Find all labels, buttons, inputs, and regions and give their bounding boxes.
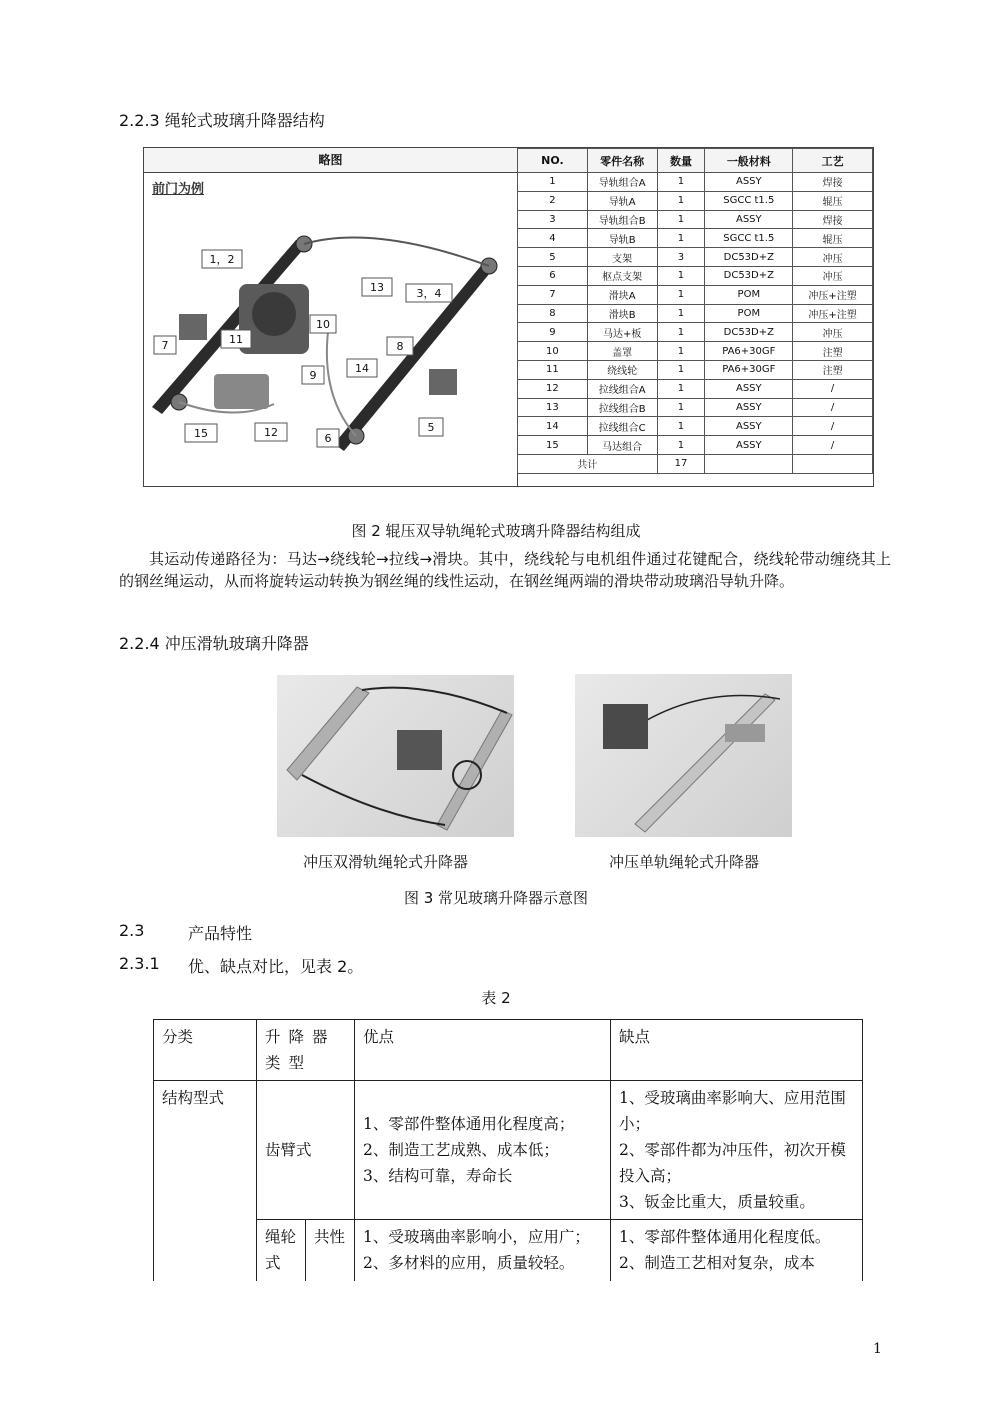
rope-subtype: 共性 (306, 1220, 355, 1296)
part-qty: 1 (657, 285, 705, 304)
section-title-2-3-1: 优、缺点对比，见表 2。 (188, 957, 364, 976)
table-row (518, 191, 873, 210)
part-process: 冲压+注塑 (793, 304, 873, 323)
part-qty: 1 (657, 360, 705, 379)
header-material: 一般材料 (705, 149, 793, 173)
part-qty: 1 (657, 229, 705, 248)
callout-10: 10 (316, 318, 330, 331)
figure-3-caption: 图 3 常见玻璃升降器示意图 (403, 889, 589, 907)
table-row (518, 266, 873, 285)
total-empty-2 (793, 454, 873, 473)
part-no: 8 (518, 304, 588, 323)
total-label: 共计 (518, 454, 658, 473)
part-no: 13 (518, 398, 588, 417)
part-no: 7 (518, 285, 588, 304)
callout-6: 6 (324, 432, 332, 445)
callout-12: 12 (264, 426, 278, 439)
example-label: 前门为例 (152, 182, 205, 197)
table-row (518, 398, 873, 417)
part-material: ASSY (705, 398, 793, 417)
table-row (518, 210, 873, 229)
part-name: 拉线组合B (587, 398, 657, 417)
table-row (518, 342, 873, 361)
header-category: 分类 (154, 1020, 257, 1081)
part-material: ASSY (705, 379, 793, 398)
part-process: 注塑 (793, 342, 873, 361)
part-no: 3 (518, 210, 588, 229)
part-qty: 1 (657, 304, 705, 323)
part-material: ASSY (705, 173, 793, 192)
part-process: 冲压 (793, 323, 873, 342)
part-material: POM (705, 304, 793, 323)
part-material: SGCC t1.5 (705, 191, 793, 210)
total-empty-1 (705, 454, 793, 473)
callout-7: 7 (161, 339, 169, 352)
part-no: 14 (518, 417, 588, 436)
rope-type: 绳轮式 (257, 1220, 306, 1296)
part-process: 焊接 (793, 210, 873, 229)
table-row (518, 323, 873, 342)
part-process: 焊接 (793, 173, 873, 192)
part-no: 6 (518, 266, 588, 285)
callout-11: 11 (229, 333, 243, 346)
header-qty: 数量 (657, 149, 705, 173)
header-regulator-type: 升降器类型 (257, 1020, 355, 1081)
callout-14: 14 (355, 362, 369, 375)
row-group-structure: 结构型式 (154, 1081, 257, 1296)
part-qty: 1 (657, 323, 705, 342)
part-material: POM (705, 285, 793, 304)
part-qty: 1 (657, 417, 705, 436)
motion-path-paragraph: 其运动传递路径为：马达→绕线轮→拉线→滑块。其中，绕线轮与电机组件通过花键配合，绕线轮带动缠绕其上的钢丝绳运动，从而将旋转运动转换为钢丝绳的线性运动，在钢丝绳两端的滑块带动玻璃沿导轨升降。 (119, 550, 891, 590)
sketch-column-header: 略图 (144, 148, 517, 173)
part-no: 1 (518, 173, 588, 192)
part-material: DC53D+Z (705, 266, 793, 285)
part-qty: 1 (657, 173, 705, 192)
part-name: 滑块B (587, 304, 657, 323)
part-name: 拉线组合A (587, 379, 657, 398)
part-name: 滑块A (587, 285, 657, 304)
part-no: 4 (518, 229, 588, 248)
double-rail-regulator-photo (277, 675, 514, 837)
section-num-2-3-1: 2.3.1 (119, 954, 160, 973)
page-number: 1 (873, 1341, 882, 1357)
figure-2-caption: 图 2 辊压双导轨绳轮式玻璃升降器结构组成 (351, 522, 641, 540)
table-row (518, 304, 873, 323)
part-qty: 1 (657, 379, 705, 398)
part-material: DC53D+Z (705, 248, 793, 267)
part-name: 拉线组合C (587, 417, 657, 436)
table-row (518, 379, 873, 398)
part-material: ASSY (705, 417, 793, 436)
part-name: 马达组合 (587, 436, 657, 455)
part-no: 12 (518, 379, 588, 398)
callout-8: 8 (396, 340, 404, 353)
table-row (518, 248, 873, 267)
header-pros: 优点 (355, 1020, 611, 1081)
part-process: 注塑 (793, 360, 873, 379)
single-rail-regulator-photo (575, 674, 792, 837)
callout-3-4: 3，4 (416, 287, 442, 300)
gear-cons: 1、受玻璃曲率影响大、应用范围小； 2、零部件都为冲压件，初次开模投入高； 3、钣金比重大，质量较重。 (611, 1081, 863, 1220)
part-material: ASSY (705, 436, 793, 455)
part-material: PA6+30GF (705, 360, 793, 379)
part-material: ASSY (705, 210, 793, 229)
callout-15: 15 (194, 427, 208, 440)
callout-9: 9 (309, 369, 317, 382)
part-material: DC53D+Z (705, 323, 793, 342)
table-2 (153, 1019, 863, 1296)
part-name: 导轨组合A (587, 173, 657, 192)
header-no: NO. (518, 149, 588, 173)
part-qty: 3 (657, 248, 705, 267)
total-value: 17 (657, 454, 705, 473)
section-title-2-3: 产品特性 (188, 924, 253, 943)
table-row (518, 360, 873, 379)
part-no: 2 (518, 191, 588, 210)
part-name: 马达+板 (587, 323, 657, 342)
part-process: 辊压 (793, 229, 873, 248)
parts-table (517, 148, 873, 474)
single-rail-label: 冲压单轨绳轮式升降器 (609, 853, 760, 871)
part-qty: 1 (657, 436, 705, 455)
table-row (518, 417, 873, 436)
table-row (518, 285, 873, 304)
part-name: 盖罩 (587, 342, 657, 361)
part-name: 导轨组合B (587, 210, 657, 229)
figure-2-structure-table (143, 147, 874, 487)
figure-2-sketch-panel (144, 148, 518, 486)
part-process: 辊压 (793, 191, 873, 210)
callout-1-2: 1，2 (209, 253, 235, 266)
header-process: 工艺 (793, 149, 873, 173)
part-no: 10 (518, 342, 588, 361)
part-name: 枢点支架 (587, 266, 657, 285)
part-material: PA6+30GF (705, 342, 793, 361)
part-name: 绕线轮 (587, 360, 657, 379)
rope-cons: 1、零部件整体通用化程度低。 2、制造工艺相对复杂，成本 (611, 1220, 863, 1296)
table-row (518, 436, 873, 455)
page-cut-mask (0, 1281, 992, 1341)
part-process: / (793, 379, 873, 398)
part-qty: 1 (657, 342, 705, 361)
part-material: SGCC t1.5 (705, 229, 793, 248)
part-qty: 1 (657, 191, 705, 210)
part-process: / (793, 417, 873, 436)
table-2-title: 表 2 (481, 989, 511, 1007)
part-process: 冲压 (793, 248, 873, 267)
section-heading-2-2-3: 2.2.3 绳轮式玻璃升降器结构 (119, 111, 325, 130)
part-name: 导轨B (587, 229, 657, 248)
part-no: 11 (518, 360, 588, 379)
part-process: 冲压 (793, 266, 873, 285)
header-part-name: 零件名称 (587, 149, 657, 173)
gear-pros: 1、零部件整体通用化程度高； 2、制造工艺成熟、成本低； 3、结构可靠，寿命长 (355, 1081, 611, 1220)
part-qty: 1 (657, 266, 705, 285)
part-no: 15 (518, 436, 588, 455)
window-regulator-sketch (144, 174, 517, 486)
part-qty: 1 (657, 398, 705, 417)
header-cons: 缺点 (611, 1020, 863, 1081)
callout-13: 13 (370, 281, 384, 294)
total-row (518, 454, 873, 473)
part-no: 5 (518, 248, 588, 267)
part-process: / (793, 398, 873, 417)
part-qty: 1 (657, 210, 705, 229)
rope-pros: 1、受玻璃曲率影响小，应用广； 2、多材料的应用，质量较轻。 (355, 1220, 611, 1296)
part-name: 支架 (587, 248, 657, 267)
gear-type: 齿臂式 (257, 1081, 355, 1220)
section-num-2-3: 2.3 (119, 921, 145, 940)
part-no: 9 (518, 323, 588, 342)
part-process: 冲压+注塑 (793, 285, 873, 304)
table-row (518, 229, 873, 248)
double-rail-label: 冲压双滑轨绳轮式升降器 (303, 853, 469, 871)
section-heading-2-2-4: 2.2.4 冲压滑轨玻璃升降器 (119, 634, 309, 653)
callout-5: 5 (427, 421, 435, 434)
part-process: / (793, 436, 873, 455)
table-row (518, 173, 873, 192)
part-name: 导轨A (587, 191, 657, 210)
